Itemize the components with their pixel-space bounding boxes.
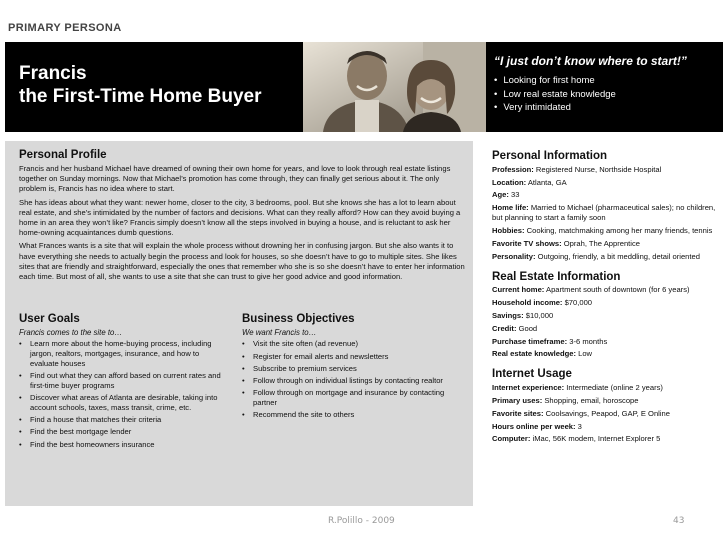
info-label: Internet experience:	[492, 383, 565, 393]
info-label: Purchase timeframe:	[492, 336, 568, 346]
info-label: Profession:	[492, 164, 534, 174]
business-objectives-section	[242, 313, 462, 420]
info-label: Personality:	[492, 251, 536, 261]
info-value: Outgoing, friendly, a bit meddling, detail oriented	[535, 251, 700, 261]
profile-paragraph: Francis and her husband Michael have dreamed of owning their own home for years, and love to look through real estate listings together on Sunday mornings. Now that Michael’s promotion has come through, they can finally get serious about it. The only problem is, Francis has no idea where to start.	[19, 164, 451, 194]
info-value: iMac, 56K modem, Internet Explorer 5	[530, 434, 661, 444]
info-row	[492, 165, 724, 175]
profile-panel	[5, 141, 473, 506]
personal-information-section	[492, 150, 724, 262]
persona-quote: “I just don’t know where to start!”	[494, 54, 687, 68]
goal-item: • Find the best homeowners insurance	[19, 440, 224, 450]
persona-banner	[5, 42, 723, 132]
info-label: Credit:	[492, 323, 517, 333]
objective-item: • Follow through on mortgage and insurance by contacting partner	[242, 388, 462, 408]
personal-profile-heading: Personal Profile	[19, 149, 107, 161]
info-row	[492, 226, 724, 236]
info-label: Hobbies:	[492, 225, 525, 235]
internet-usage-heading: Internet Usage	[492, 368, 572, 381]
info-row	[492, 324, 724, 334]
info-value: 33	[508, 190, 520, 200]
info-label: Real estate knowledge:	[492, 349, 576, 359]
goal-item: • Find a house that matches their criteria	[19, 415, 224, 425]
info-value: Intermediate (online 2 years)	[564, 383, 663, 393]
objective-item: • Visit the site often (ad revenue)	[242, 339, 462, 349]
info-row	[492, 349, 724, 359]
persona-summary-list	[494, 74, 616, 115]
goal-item: • Learn more about the home-buying process, including jargon, realtors, mortgages, insurance, and how to evaluate houses	[19, 339, 224, 368]
summary-item: • Low real estate knowledge	[494, 88, 616, 102]
info-value: $10,000	[523, 310, 554, 320]
persona-name: Francis	[19, 63, 87, 84]
slide-label: PRIMARY PERSONA	[8, 22, 122, 34]
persona-subtitle: the First-Time Home Buyer	[19, 86, 262, 107]
info-value: 3	[575, 421, 582, 431]
info-label: Primary uses:	[492, 395, 543, 405]
info-label: Hours online per week:	[492, 421, 576, 431]
real-estate-heading: Real Estate Information	[492, 270, 621, 283]
internet-usage-section	[492, 368, 724, 444]
profile-paragraph: She has ideas about what they want: newer home, closer to the city, 3 bedrooms, pool. But she knows she has a lot to learn about real estate, and she’s intimidated by the number of factors and decisions. What can they really afford? How can they avoid buying a home in an area they won’t like? Francis simply doesn’t know all the steps involved in buying a house, and is reluctant to ask her home-owning acquaintances dumb questions.	[19, 197, 461, 238]
info-row	[492, 252, 724, 262]
info-value: Coolsavings, Peapod, GAP, E Online	[543, 408, 670, 418]
business-objectives-heading: Business Objectives	[242, 313, 355, 325]
goal-item: • Find out what they can afford based on current rates and first-time buyer programs	[19, 371, 224, 391]
info-value: Married to Michael (pharmaceutical sales); no children, but planning to start a family soon	[492, 203, 716, 223]
objective-item: • Follow through on individual listings by contacting realtor	[242, 376, 462, 386]
info-value: Low	[575, 349, 593, 359]
summary-item: • Looking for first home	[494, 74, 616, 88]
info-value: Cooking, matchmaking among her many friends, tennis	[524, 225, 713, 235]
goal-item: • Find the best mortgage lender	[19, 427, 224, 437]
user-goals-section	[19, 313, 224, 449]
info-label: Favorite TV shows:	[492, 238, 562, 248]
info-value: Good	[516, 323, 538, 333]
user-goals-list	[19, 339, 224, 449]
info-value: $70,000	[562, 298, 593, 308]
info-label: Home life:	[492, 203, 529, 213]
info-row	[492, 337, 724, 347]
info-row	[492, 239, 724, 249]
info-value: Atlanta, GA	[526, 177, 567, 187]
footer-author: R.Polillo - 2009	[328, 516, 395, 526]
info-value: Apartment south of downtown (for 6 years)	[544, 285, 690, 295]
goal-item: • Discover what areas of Atlanta are desirable, taking into account schools, taxes, mass transit, crime, etc.	[19, 393, 224, 413]
business-objectives-list	[242, 339, 462, 420]
info-row	[492, 383, 724, 393]
objective-item: • Register for email alerts and newsletters	[242, 352, 462, 362]
info-row	[492, 396, 724, 406]
business-objectives-intro: We want Francis to…	[242, 328, 317, 337]
summary-item: • Very intimidated	[494, 101, 616, 115]
real-estate-section	[492, 271, 724, 360]
persona-details-column	[492, 150, 724, 453]
info-row	[492, 434, 724, 444]
page-number: 43	[673, 516, 685, 526]
info-label: Computer:	[492, 434, 531, 444]
info-row	[492, 178, 724, 188]
info-value: Registered Nurse, Northside Hospital	[533, 164, 662, 174]
info-row	[492, 311, 724, 321]
couple-photo-image	[303, 42, 486, 132]
info-label: Age:	[492, 190, 509, 200]
persona-photo	[303, 42, 486, 132]
info-row	[492, 203, 724, 223]
user-goals-heading: User Goals	[19, 313, 80, 325]
personal-profile-section	[19, 149, 467, 282]
info-value: Oprah, The Apprentice	[561, 238, 641, 248]
info-value: Shopping, email, horoscope	[542, 395, 639, 405]
objective-item: • Subscribe to premium services	[242, 364, 462, 374]
persona-title	[19, 62, 261, 108]
info-label: Favorite sites:	[492, 408, 544, 418]
info-row	[492, 190, 724, 200]
profile-paragraph: What Frances wants is a site that will explain the whole process without drowning her in confusing jargon. But she also wants it to have everything she needs to actually begin the process and look for houses, so she doesn’t have to go to multiple sites. She likes sites that are friendly and straightforward, especially the ones that remember who she is so she doesn’t have to enter her information each time. But most of all, she wants to use a site that she can trust to give her good advice and good information.	[19, 241, 465, 282]
info-label: Household income:	[492, 298, 563, 308]
user-goals-intro: Francis comes to the site to…	[19, 328, 123, 337]
personal-information-heading: Personal Information	[492, 150, 608, 162]
info-row	[492, 422, 724, 432]
info-label: Current home:	[492, 285, 545, 295]
info-label: Location:	[492, 177, 527, 187]
info-value: 3-6 months	[567, 336, 608, 346]
objective-item: • Recommend the site to others	[242, 410, 462, 420]
info-row	[492, 285, 724, 295]
info-row	[492, 409, 724, 419]
info-row	[492, 298, 724, 308]
info-label: Savings:	[492, 310, 524, 320]
